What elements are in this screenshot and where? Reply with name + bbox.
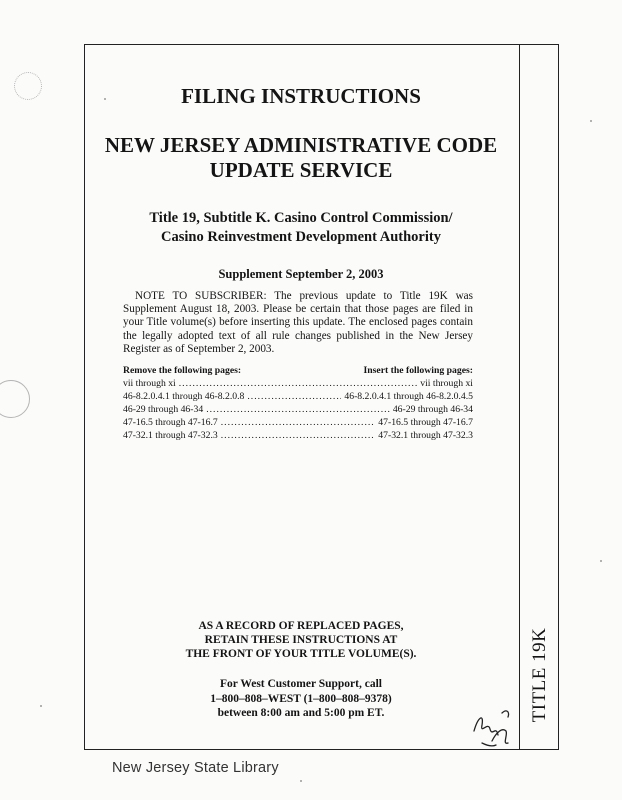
hole-punch-mark bbox=[14, 72, 42, 100]
table-row bbox=[123, 377, 473, 390]
code-title bbox=[84, 133, 518, 183]
leader-dots bbox=[221, 416, 376, 429]
table-row bbox=[123, 416, 473, 429]
subscriber-note bbox=[123, 290, 473, 356]
record-notice-line: AS A RECORD OF REPLACED PAGES, bbox=[198, 620, 404, 632]
record-notice-line: THE FRONT OF YOUR TITLE VOLUME(S). bbox=[185, 648, 417, 660]
code-title-line: UPDATE SERVICE bbox=[209, 158, 393, 182]
subtitle-line: Casino Reinvestment Development Authority bbox=[161, 229, 441, 245]
remove-pages: 46-29 through 46-34 bbox=[123, 404, 204, 415]
support-line: between 8:00 am and 5:00 pm ET. bbox=[217, 707, 385, 719]
remove-pages: 46-8.2.0.4.1 through 46-8.2.0.8 bbox=[123, 391, 245, 402]
table-row bbox=[123, 390, 473, 403]
pages-table bbox=[123, 364, 473, 442]
title-subtitle bbox=[84, 209, 518, 247]
subtitle-line: Title 19, Subtitle K. Casino Control Commission/ bbox=[149, 210, 453, 226]
code-title-line: NEW JERSEY ADMINISTRATIVE CODE bbox=[104, 133, 498, 157]
scan-speck bbox=[600, 560, 602, 562]
remove-pages: vii through xi bbox=[123, 378, 176, 389]
hole-punch-mark bbox=[0, 380, 30, 418]
remove-pages: 47-16.5 through 47-16.7 bbox=[123, 417, 218, 428]
record-notice bbox=[84, 619, 518, 661]
scan-speck bbox=[40, 705, 42, 707]
customer-support bbox=[84, 677, 518, 721]
leader-dots bbox=[247, 390, 341, 403]
support-line: For West Customer Support, call bbox=[220, 678, 382, 690]
insert-pages: 46-29 through 46-34 bbox=[392, 404, 473, 415]
insert-pages: 47-32.1 through 47-32.3 bbox=[378, 430, 473, 441]
pages-table-header bbox=[123, 364, 473, 377]
insert-header: Insert the following pages: bbox=[363, 365, 473, 376]
leader-dots bbox=[206, 403, 390, 416]
table-row bbox=[123, 429, 473, 442]
leader-dots bbox=[221, 429, 376, 442]
insert-pages: vii through xi bbox=[420, 378, 473, 389]
scan-speck bbox=[590, 120, 592, 122]
filing-instructions-heading: FILING INSTRUCTIONS bbox=[181, 84, 421, 108]
table-row bbox=[123, 403, 473, 416]
insert-pages: 47-16.5 through 47-16.7 bbox=[378, 417, 473, 428]
supplement-date: Supplement September 2, 2003 bbox=[218, 267, 384, 281]
leader-dots bbox=[179, 377, 418, 390]
handwritten-initials bbox=[462, 695, 522, 755]
remove-pages: 47-32.1 through 47-32.3 bbox=[123, 430, 218, 441]
insert-pages: 46-8.2.0.4.1 through 46-8.2.0.4.5 bbox=[344, 391, 473, 402]
record-notice-line: RETAIN THESE INSTRUCTIONS AT bbox=[204, 634, 398, 646]
side-tab-label: TITLE 19K bbox=[529, 627, 550, 723]
remove-header: Remove the following pages: bbox=[123, 365, 242, 376]
library-stamp: New Jersey State Library bbox=[112, 760, 279, 776]
scan-speck bbox=[300, 780, 302, 782]
subscriber-note-text: NOTE TO SUBSCRIBER: The previous update to Title 19K was Supplement August 18, 2003. Please be certain that those pages are filed in your Title volume(s) before inserting this update. The enclosed pages contain the legally adopted text of all rule changes published in the New Jersey Register as of September 2, 2003. bbox=[123, 290, 473, 355]
support-line: 1–800–808–WEST (1–800–808–9378) bbox=[210, 692, 392, 705]
